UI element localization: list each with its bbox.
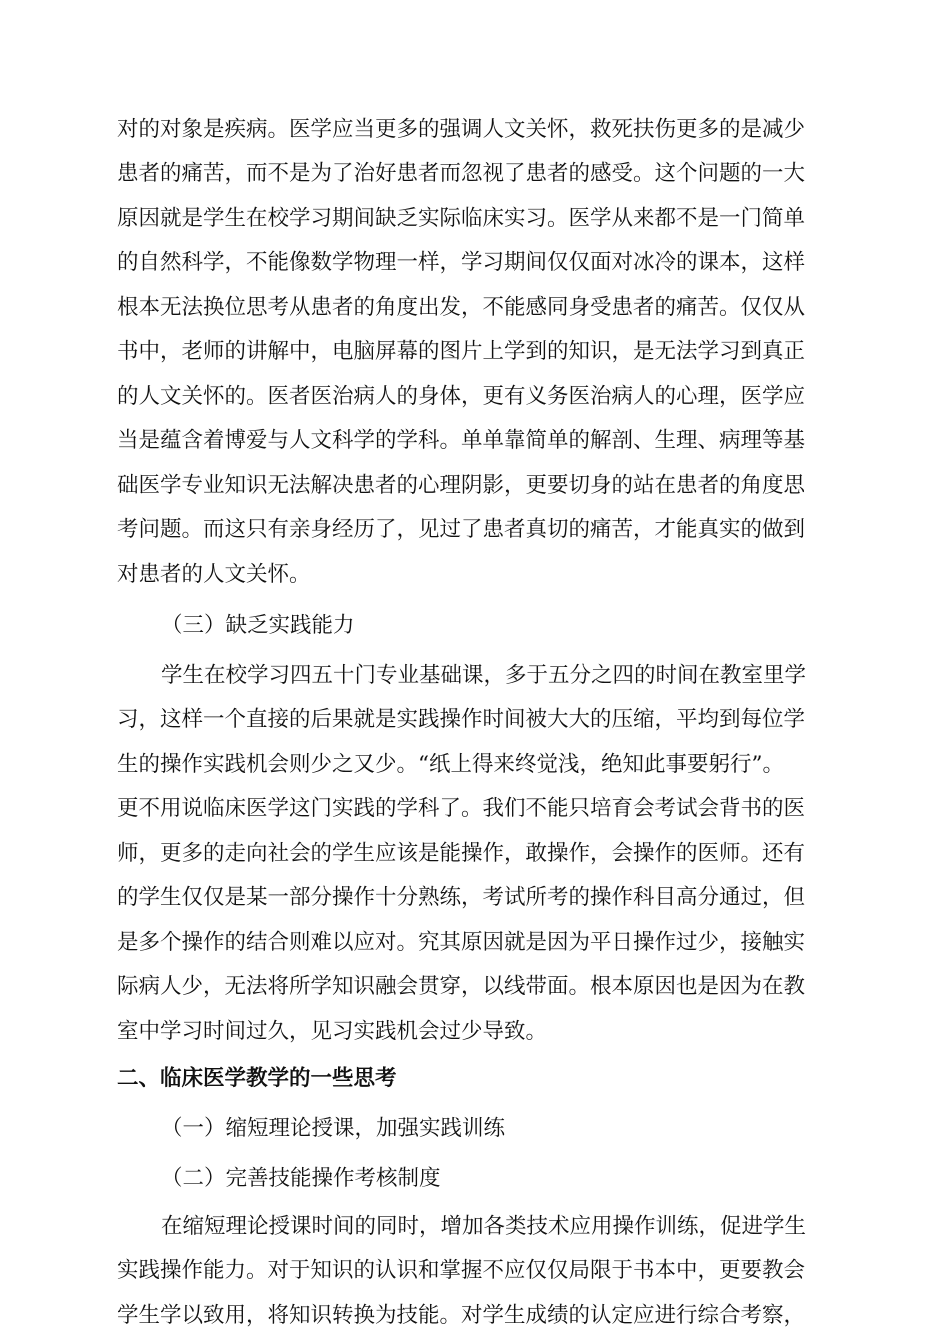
body-text-line: 习，这样一个直接的后果就是实践操作时间被大大的压缩，平均到每位学 bbox=[117, 707, 806, 732]
section-heading: 二、临床医学教学的一些思考 bbox=[117, 1066, 397, 1091]
section-subheading: （三）缺乏实践能力 bbox=[161, 613, 355, 638]
body-text-line: 根本无法换位思考从患者的角度出发，不能感同身受患者的痛苦。仅仅从 bbox=[117, 295, 806, 320]
section-subheading: （一）缩短理论授课，加强实践训练 bbox=[161, 1116, 506, 1141]
body-text-line: 患者的痛苦，而不是为了治好患者而忽视了患者的感受。这个问题的一大 bbox=[117, 161, 806, 186]
body-text-line: 更不用说临床医学这门实践的学科了。我们不能只培育会考试会背书的医 bbox=[117, 796, 806, 821]
body-text-line: 对患者的人文关怀。 bbox=[117, 562, 311, 587]
body-text-line: 室中学习时间过久，见习实践机会过少导致。 bbox=[117, 1019, 548, 1044]
body-text-line: 际病人少，无法将所学知识融会贯穿，以线带面。根本原因也是因为在教 bbox=[117, 974, 806, 999]
body-text-line: 书中，老师的讲解中，电脑屏幕的图片上学到的知识，是无法学习到真正 bbox=[117, 339, 806, 364]
body-text-line: 考问题。而这只有亲身经历了，见过了患者真切的痛苦，才能真实的做到 bbox=[117, 517, 806, 542]
body-text-line: 原因就是学生在校学习期间缺乏实际临床实习。医学从来都不是一门简单 bbox=[117, 206, 806, 231]
body-text-line: 的自然科学，不能像数学物理一样，学习期间仅仅面对冰冷的课本，这样 bbox=[117, 250, 806, 275]
body-text-line: 实践操作能力。对于知识的认识和掌握不应仅仅局限于书本中，更要教会 bbox=[117, 1258, 806, 1283]
body-text-line: 生的操作实践机会则少之又少。“纸上得来终觉浅，绝知此事要躬行”。 bbox=[117, 752, 784, 777]
body-text-line: 学生在校学习四五十门专业基础课，多于五分之四的时间在教室里学 bbox=[161, 663, 807, 688]
body-text-line: 的学生仅仅是某一部分操作十分熟练，考试所考的操作科目高分通过，但 bbox=[117, 885, 806, 910]
body-text-line: 对的对象是疾病。医学应当更多的强调人文关怀，救死扶伤更多的是减少 bbox=[117, 117, 806, 142]
body-text-line: 当是蕴含着博爱与人文科学的学科。单单靠简单的解剖、生理、病理等基 bbox=[117, 428, 806, 453]
body-text-line: 的人文关怀的。医者医治病人的身体，更有义务医治病人的心理，医学应 bbox=[117, 384, 806, 409]
body-text-line: 师，更多的走向社会的学生应该是能操作，敢操作，会操作的医师。还有 bbox=[117, 841, 806, 866]
body-text-line: 学生学以致用，将知识转换为技能。对学生成绩的认定应进行综合考察， bbox=[117, 1303, 806, 1328]
section-subheading: （二）完善技能操作考核制度 bbox=[161, 1166, 441, 1191]
body-text-line: 在缩短理论授课时间的同时，增加各类技术应用操作训练，促进学生 bbox=[161, 1214, 807, 1239]
body-text-line: 础医学专业知识无法解决患者的心理阴影，更要切身的站在患者的角度思 bbox=[117, 473, 806, 498]
body-text-line: 是多个操作的结合则难以应对。究其原因就是因为平日操作过少，接触实 bbox=[117, 930, 806, 955]
